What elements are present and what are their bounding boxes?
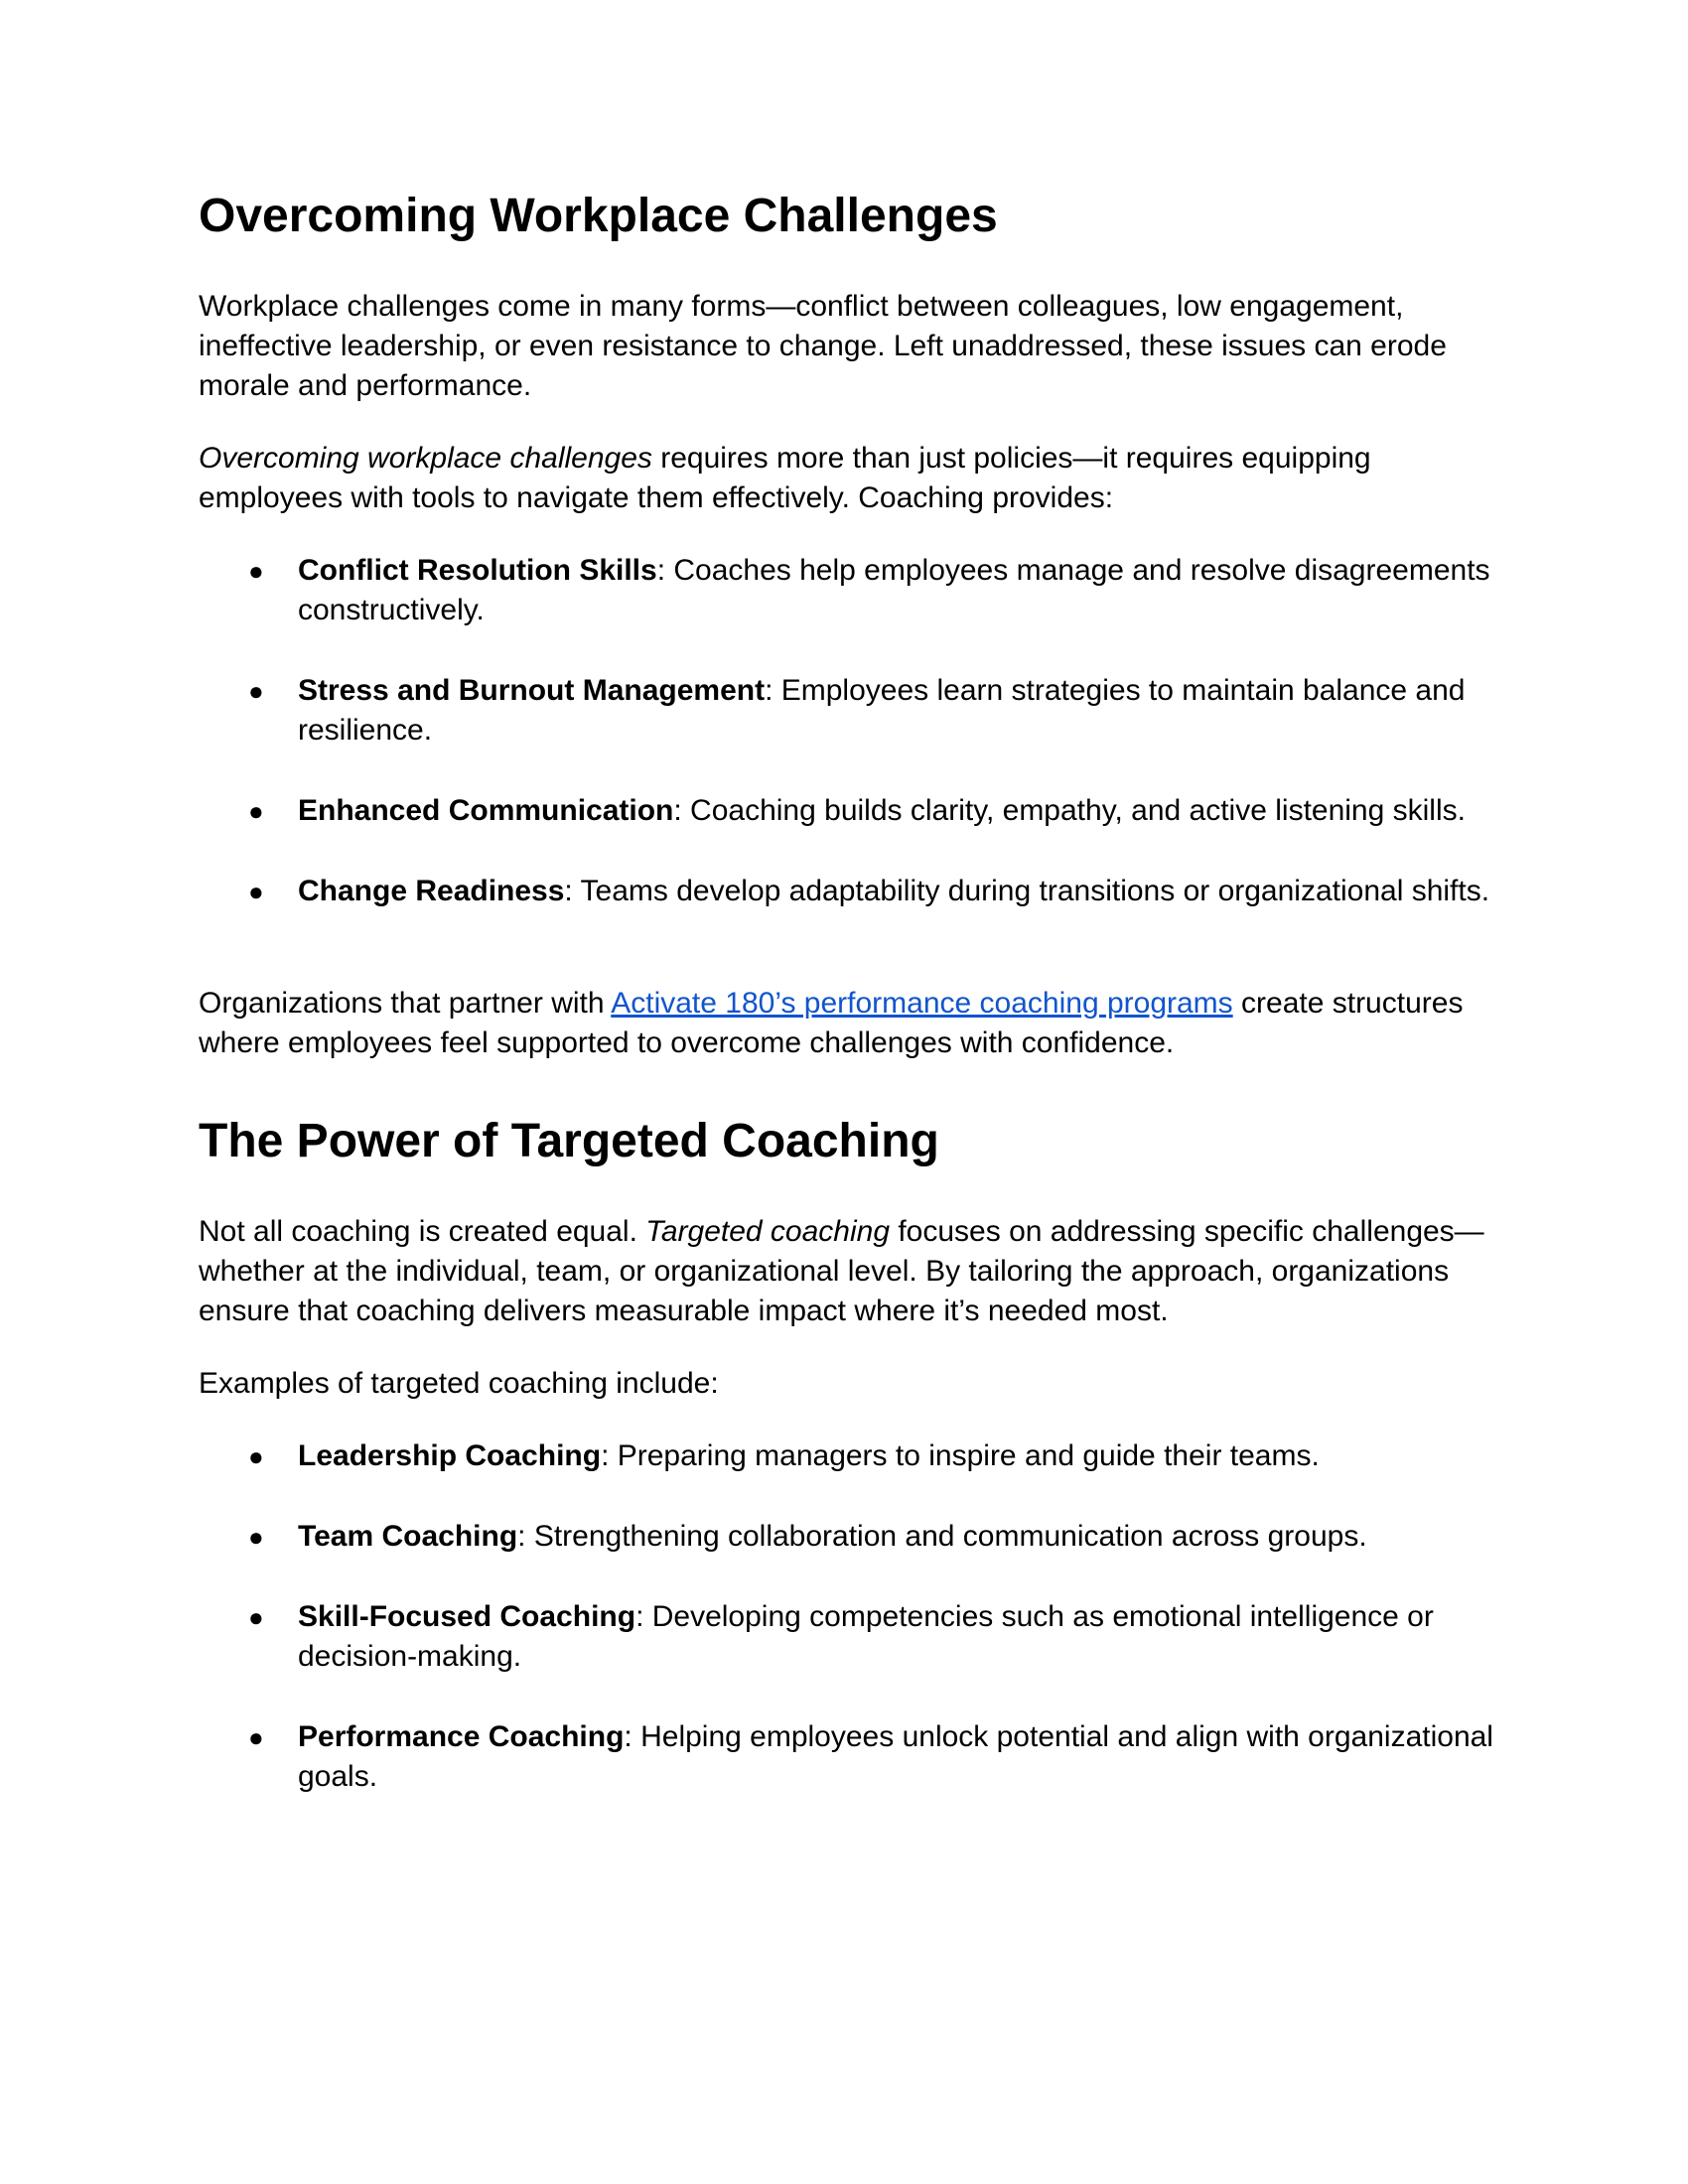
list-item-title: Team Coaching: [298, 1520, 518, 1553]
list-item: [199, 671, 1499, 751]
list-item-title: Conflict Resolution Skills: [298, 554, 657, 587]
bullet-icon: ●: [248, 796, 264, 826]
paragraph-text: Not all coaching is created equal.: [199, 1215, 646, 1248]
paragraph-text: Organizations that partner with: [199, 987, 612, 1020]
closing-paragraph: [199, 984, 1499, 1063]
italic-phrase: Overcoming workplace challenges: [199, 442, 652, 475]
paragraph-text: requires more than just policies—it requires equipping employees with tools to navigate them effectively. Coaching provides:: [199, 442, 1371, 514]
coaching-provides-paragraph: [199, 439, 1499, 518]
list-item-text: : Employees learn strategies to maintain balance and resilience.: [298, 674, 1466, 747]
list-item-title: Change Readiness: [298, 875, 565, 907]
bullet-icon: ●: [248, 877, 264, 906]
list-item: [199, 872, 1499, 911]
section-heading-overcoming-challenges: Overcoming Workplace Challenges: [199, 190, 998, 242]
list-item-text: : Teams develop adaptability during transitions or organizational shifts.: [564, 875, 1490, 907]
targeted-coaching-list: [199, 1436, 1499, 1797]
bullet-icon: ●: [248, 1522, 264, 1552]
list-item: [199, 1597, 1499, 1677]
coaching-benefits-list: [199, 551, 1499, 911]
list-item-text: : Developing competencies such as emotional intelligence or decision-making.: [298, 1600, 1434, 1673]
list-item-title: Skill-Focused Coaching: [298, 1600, 636, 1633]
list-item: [199, 791, 1499, 831]
targeted-coaching-paragraph: [199, 1212, 1499, 1331]
list-item-title: Performance Coaching: [298, 1720, 625, 1753]
performance-coaching-link[interactable]: Activate 180’s performance coaching programs: [611, 987, 1233, 1020]
intro-paragraph: Workplace challenges come in many forms—conflict between colleagues, low engagement, ineffective leadership, or even resistance to change. Left unaddressed, these issues can erode morale and performance.: [199, 290, 1447, 402]
document-body: [199, 187, 1499, 1797]
list-item-title: Stress and Burnout Management: [298, 674, 766, 707]
bullet-icon: ●: [248, 1722, 264, 1752]
italic-phrase: Targeted coaching: [645, 1215, 891, 1248]
list-item-text: : Coaches help employees manage and resolve disagreements constructively.: [298, 554, 1490, 626]
paragraph-text: focuses on addressing specific challenges—whether at the individual, team, or organizational level. By tailoring the approach, organizations ensure that coaching delivers measurable impact where it’s needed most.: [199, 1215, 1484, 1327]
list-item: [199, 1436, 1499, 1476]
examples-intro: Examples of targeted coaching include:: [199, 1367, 719, 1400]
list-item-title: Enhanced Communication: [298, 794, 674, 827]
list-item-text: : Coaching builds clarity, empathy, and active listening skills.: [673, 794, 1466, 827]
list-item: [199, 551, 1499, 630]
list-item: [199, 1517, 1499, 1557]
list-item-text: : Helping employees unlock potential and align with organizational goals.: [298, 1720, 1493, 1793]
bullet-icon: ●: [248, 1441, 264, 1471]
bullet-icon: ●: [248, 676, 264, 706]
list-item-text: : Strengthening collaboration and communication across groups.: [517, 1520, 1367, 1553]
list-item-title: Leadership Coaching: [298, 1439, 602, 1472]
list-item-text: : Preparing managers to inspire and guide their teams.: [601, 1439, 1320, 1472]
list-item: [199, 1717, 1499, 1797]
paragraph-text: create structures where employees feel supported to overcome challenges with confidence.: [199, 987, 1464, 1059]
bullet-icon: ●: [248, 556, 264, 586]
bullet-icon: ●: [248, 1602, 264, 1632]
section-heading-targeted-coaching: The Power of Targeted Coaching: [199, 1115, 939, 1167]
